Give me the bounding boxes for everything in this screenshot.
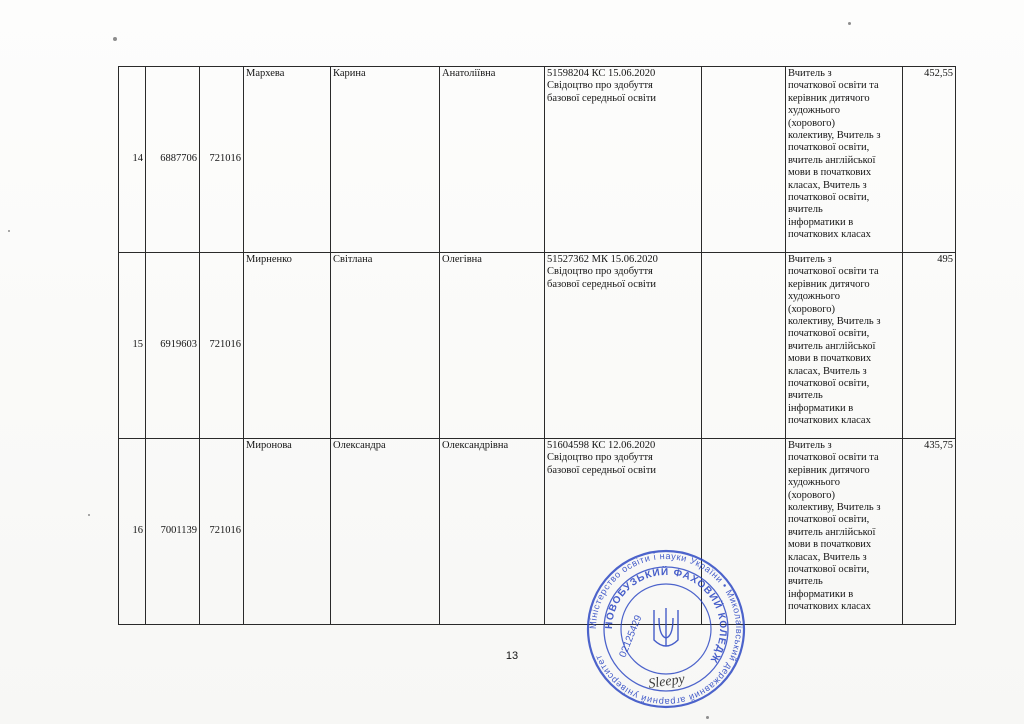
stamp-outer-ring-text: Міністерство освіти і науки України • Миколаївський державний аграрний університет xyxy=(587,550,745,708)
qualification-line: (хорового) xyxy=(788,303,836,315)
scan-speck xyxy=(113,37,117,41)
stamp-middle-ring-text: НОВОБУЗЬКИЙ ФАХОВИЙ КОЛЕДЖ xyxy=(603,566,729,665)
qualification-line: мови в початкових xyxy=(788,167,872,179)
application-code: 6887706 xyxy=(146,67,200,253)
qualification-line: початкових класах xyxy=(788,601,871,613)
qualification-line: інформатики в xyxy=(788,588,854,600)
row-number: 15 xyxy=(119,253,146,439)
trident-emblem-icon xyxy=(654,608,678,646)
qualification-line: класах, Вчитель з xyxy=(788,179,867,191)
table-row xyxy=(119,253,956,439)
qualification-cell xyxy=(786,439,903,625)
qualification-line: вчитель англійської xyxy=(788,526,876,538)
qualification-line: початкової освіти, xyxy=(788,564,870,576)
document-type-cont: базової середньої освіти xyxy=(547,464,657,476)
patronymic-cell: Олександрівна xyxy=(440,439,545,625)
qualification-line: початкової освіти, xyxy=(788,328,870,340)
qualification-line: художнього xyxy=(788,105,840,117)
qualification-line: початкової освіти, xyxy=(788,514,870,526)
scan-speck xyxy=(8,230,10,232)
qualification-line: початкової освіти та xyxy=(788,452,879,464)
document-number: 51598204 КС 15.06.2020 xyxy=(547,68,656,79)
qualification-line: (хорового) xyxy=(788,489,836,501)
qualification-line: вчитель xyxy=(788,204,823,216)
application-code: 6919603 xyxy=(146,253,200,439)
surname-cell: Мирненко xyxy=(244,253,331,439)
qualification-line: класах, Вчитель з xyxy=(788,551,867,563)
score-cell: 435,75 xyxy=(903,439,956,625)
specialty-code: 721016 xyxy=(200,439,244,625)
qualification-line: класах, Вчитель з xyxy=(788,365,867,377)
qualification-line: вчитель англійської xyxy=(788,154,876,166)
document-type: Свідоцтво про здобуття xyxy=(547,80,653,92)
qualification-line: початкових класах xyxy=(788,229,871,241)
patronymic-cell: Олегівна xyxy=(440,253,545,439)
document-type: Свідоцтво про здобуття xyxy=(547,266,653,278)
table-row xyxy=(119,439,956,625)
first-name-cell: Олександра xyxy=(331,439,440,625)
qualification-line: інформатики в xyxy=(788,216,854,228)
qualification-line: колективу, Вчитель з xyxy=(788,502,881,514)
qualification-cell xyxy=(786,67,903,253)
qualification-line: керівник дитячого xyxy=(788,92,870,104)
applicants-table xyxy=(118,66,956,625)
surname-cell: Мархева xyxy=(244,67,331,253)
qualification-line: початкової освіти, xyxy=(788,142,870,154)
qualification-line: колективу, Вчитель з xyxy=(788,130,881,142)
application-code: 7001139 xyxy=(146,439,200,625)
qualification-line: художнього xyxy=(788,477,840,489)
document-number: 51604598 КС 12.06.2020 xyxy=(547,440,656,451)
surname-cell: Миронова xyxy=(244,439,331,625)
qualification-line: мови в початкових xyxy=(788,353,872,365)
patronymic-cell: Анатоліївна xyxy=(440,67,545,253)
qualification-line: (хорового) xyxy=(788,117,836,129)
row-number: 14 xyxy=(119,67,146,253)
qualification-line: початкової освіти, xyxy=(788,378,870,390)
specialty-code: 721016 xyxy=(200,253,244,439)
qualification-line: початкової освіти та xyxy=(788,80,879,92)
document-cell xyxy=(545,253,702,439)
qualification-line: інформатики в xyxy=(788,402,854,414)
specialty-code: 721016 xyxy=(200,67,244,253)
document-number: 51527362 МК 15.06.2020 xyxy=(547,254,658,265)
table-row xyxy=(119,67,956,253)
page-number: 13 xyxy=(505,650,519,662)
qualification-line: Вчитель з xyxy=(788,440,832,451)
qualification-line: вчитель англійської xyxy=(788,340,876,352)
qualification-line: колективу, Вчитель з xyxy=(788,316,881,328)
qualification-cell xyxy=(786,253,903,439)
qualification-line: Вчитель з xyxy=(788,254,832,265)
qualification-line: керівник дитячого xyxy=(788,464,870,476)
document-cell xyxy=(545,67,702,253)
first-name-cell: Карина xyxy=(331,67,440,253)
extra-cell xyxy=(702,67,786,253)
qualification-line: початкової освіти, xyxy=(788,192,870,204)
qualification-line: вчитель xyxy=(788,390,823,402)
signature: Sleepy xyxy=(647,672,686,692)
qualification-line: керівник дитячого xyxy=(788,278,870,290)
score-cell: 495 xyxy=(903,253,956,439)
first-name-cell: Світлана xyxy=(331,253,440,439)
stamp-code: 02125429 xyxy=(617,613,645,660)
document-type-cont: базової середньої освіти xyxy=(547,278,657,290)
qualification-line: початкової освіти та xyxy=(788,266,879,278)
qualification-line: художнього xyxy=(788,291,840,303)
document-type-cont: базової середньої освіти xyxy=(547,92,657,104)
scan-speck xyxy=(706,716,709,719)
extra-cell xyxy=(702,253,786,439)
official-stamp xyxy=(585,548,747,710)
scan-speck xyxy=(848,22,851,25)
scan-speck xyxy=(88,514,90,516)
qualification-line: вчитель xyxy=(788,576,823,588)
qualification-line: мови в початкових xyxy=(788,539,872,551)
document-type: Свідоцтво про здобуття xyxy=(547,452,653,464)
score-cell: 452,55 xyxy=(903,67,956,253)
qualification-line: початкових класах xyxy=(788,415,871,427)
row-number: 16 xyxy=(119,439,146,625)
qualification-line: Вчитель з xyxy=(788,68,832,79)
